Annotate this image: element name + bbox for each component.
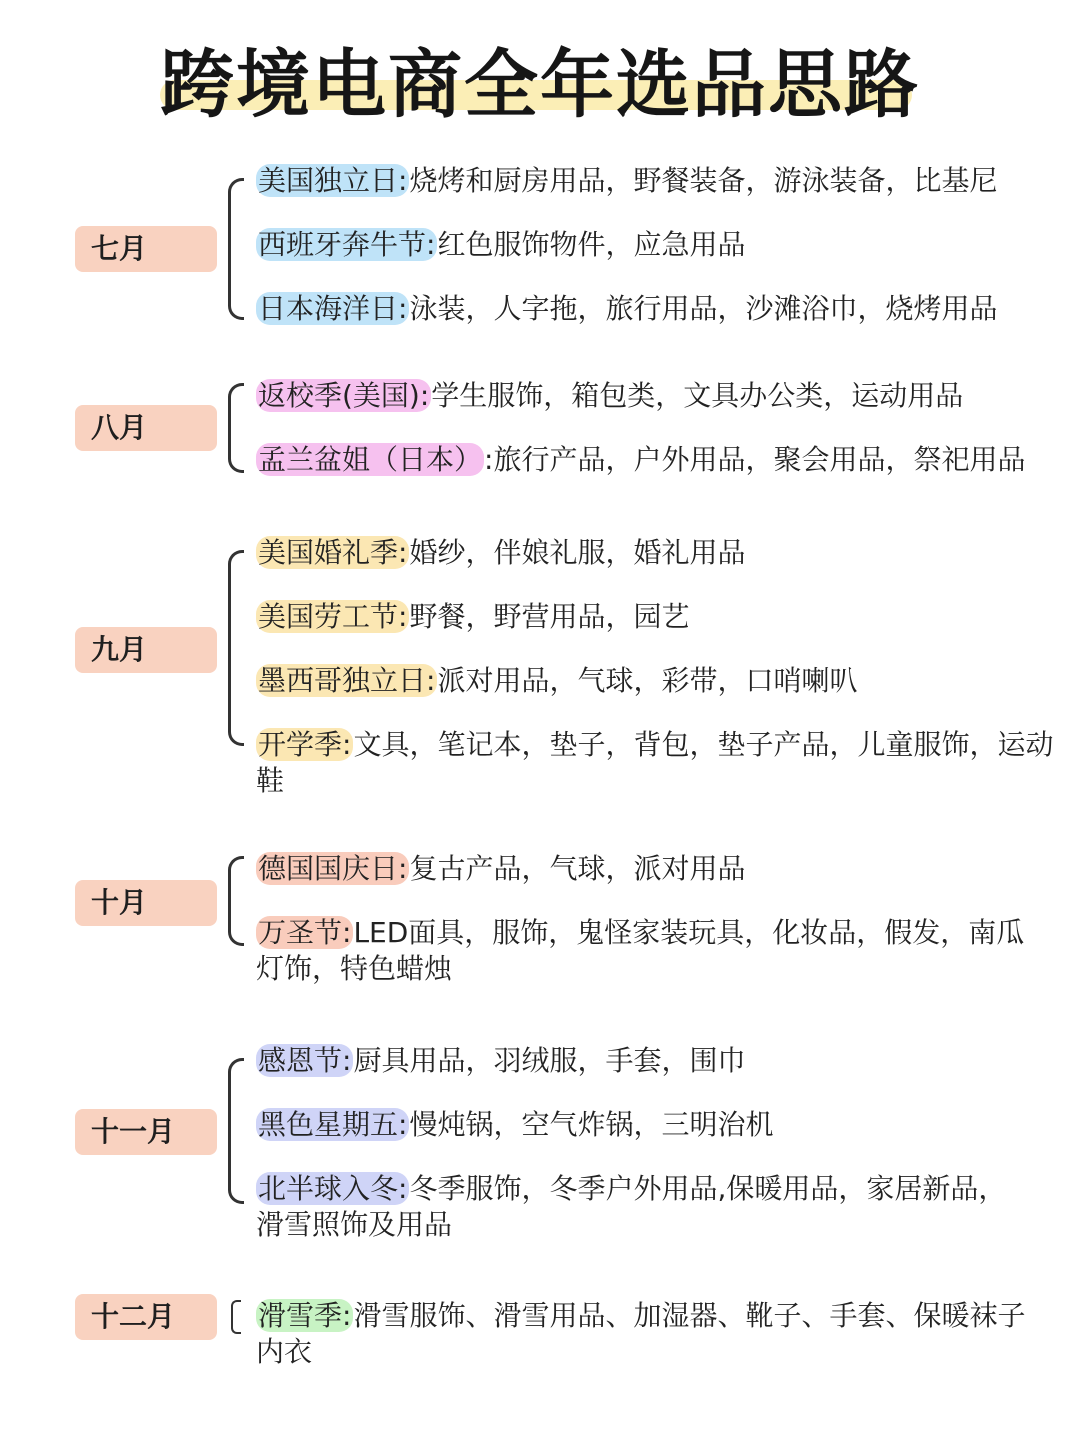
page-title: 跨境电商全年选品思路	[160, 42, 920, 128]
event-name: 孟兰盆姐（日本）	[258, 443, 483, 476]
list-item	[256, 535, 1056, 571]
event-products: 派对用品，气球，彩带，口哨喇叭	[437, 664, 858, 697]
event-products: 滑雪服饰、滑雪用品、加湿器、靴子、手套、保暖袜子内衣	[256, 1299, 1026, 1368]
month-tag-august: 八月	[75, 405, 217, 451]
event-products: 泳装，人字拖，旅行用品，沙滩浴巾，烧烤用品	[409, 292, 998, 325]
month-tag-september: 九月	[75, 627, 217, 673]
event-name: 返校季(美国):	[258, 379, 430, 412]
month-tag-july: 七月	[75, 226, 217, 272]
event-products: 婚纱，伴娘礼服，婚礼用品	[409, 536, 746, 569]
event-products: 文具，笔记本，垫子，背包，垫子产品，儿童服饰，运动鞋	[256, 728, 1054, 797]
event-name: 美国婚礼季:	[258, 536, 408, 569]
event-name: 美国独立日:	[258, 164, 408, 197]
event-name: 滑雪季:	[258, 1299, 352, 1332]
bracket-december	[231, 1300, 241, 1334]
month-tag-november: 十一月	[75, 1109, 217, 1155]
list-item	[256, 442, 1056, 478]
event-products: 野餐，野营用品，园艺	[409, 600, 690, 633]
list-item	[256, 663, 1056, 699]
list-item	[256, 851, 1056, 887]
bracket-october	[228, 856, 244, 946]
bracket-november	[228, 1058, 244, 1204]
event-name: 北半球入冬:	[258, 1172, 408, 1205]
list-item	[256, 1107, 1056, 1143]
month-tag-december: 十二月	[75, 1294, 217, 1340]
list-item	[256, 291, 1056, 327]
event-products: :旅行产品，户外用品，聚会用品，祭祀用品	[484, 443, 1026, 476]
event-name: 德国国庆日:	[258, 852, 408, 885]
event-name: 美国劳工节:	[258, 600, 408, 633]
title-wrap	[0, 26, 1080, 132]
event-products: 冬季服饰，冬季户外用品,保暖用品，家居新品，滑雪照饰及用品	[256, 1172, 1007, 1241]
event-products: 学生服饰，箱包类，文具办公类，运动用品	[431, 379, 964, 412]
list-item	[256, 727, 1056, 799]
event-name: 开学季:	[258, 728, 352, 761]
event-products: 红色服饰物件，应急用品	[437, 228, 746, 261]
list-item	[256, 163, 1056, 199]
list-item	[256, 915, 1026, 987]
month-tag-october: 十月	[75, 880, 217, 926]
list-item	[256, 227, 1056, 263]
event-products: 复古产品，气球，派对用品	[409, 852, 746, 885]
event-name: 西班牙奔牛节:	[258, 228, 436, 261]
event-name: 黑色星期五:	[258, 1108, 408, 1141]
bracket-august	[228, 383, 244, 473]
list-item	[256, 1171, 1026, 1243]
list-item	[256, 1298, 1026, 1370]
event-products: LED面具，服饰，鬼怪家装玩具，化妆品，假发，南瓜灯饰，特色蜡烛	[256, 916, 1025, 985]
list-item	[256, 378, 1056, 414]
event-products: 慢炖锅，空气炸锅，三明治机	[409, 1108, 774, 1141]
event-products: 厨具用品，羽绒服，手套，围巾	[353, 1044, 746, 1077]
event-name: 墨西哥独立日:	[258, 664, 436, 697]
event-name: 万圣节:	[258, 916, 352, 949]
event-name: 日本海洋日:	[258, 292, 408, 325]
event-products: 烧烤和厨房用品，野餐装备，游泳装备，比基尼	[409, 164, 998, 197]
list-item	[256, 1043, 1056, 1079]
bracket-july	[228, 178, 244, 320]
list-item	[256, 599, 1056, 635]
bracket-september	[228, 550, 244, 746]
event-name: 感恩节:	[258, 1044, 352, 1077]
